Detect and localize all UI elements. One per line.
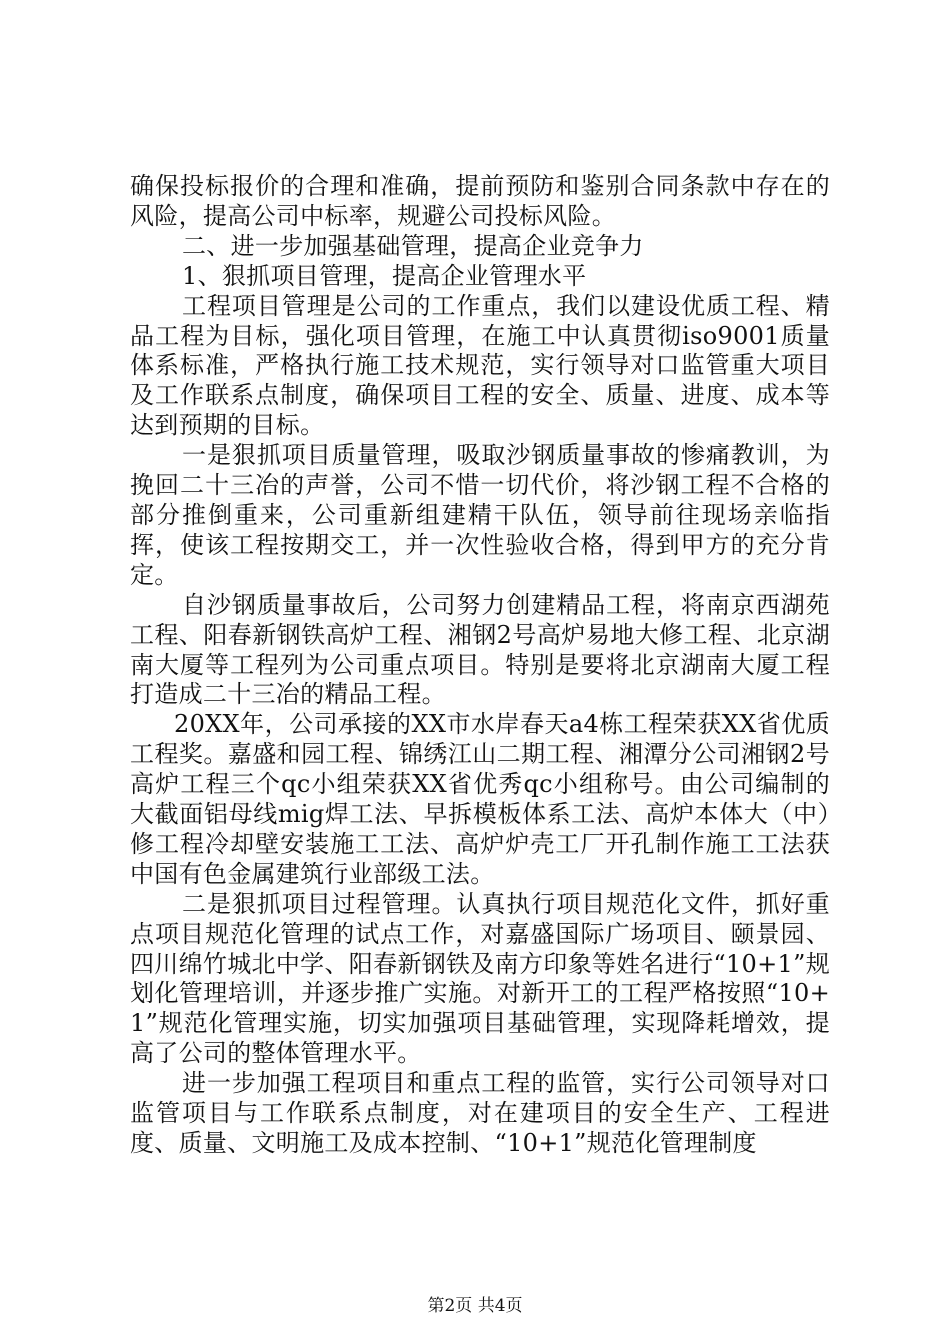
paragraph: 工程项目管理是公司的工作重点，我们以建设优质工程、精品工程为目标，强化项目管理，在施工中认真贯彻iso9001质量体系标准，严格执行施工技术规范，实行领导对口监管重大项目及工作联系点制度，确保项目工程的安全、质量、进度、成本等达到预期的目标。 <box>130 291 830 440</box>
page-number-footer: 第2页 共4页 <box>427 1296 523 1316</box>
subsection-heading: 1、狠抓项目管理，提高企业管理水平 <box>182 261 587 290</box>
paragraph: 进一步加强工程项目和重点工程的监管，实行公司领导对口监管项目与工作联系点制度，对在建项目的安全生产、工程进度、质量、文明施工及成本控制、“10+1”规范化管理制度 <box>130 1069 830 1157</box>
section-heading: 二、进一步加强基础管理，提高企业竞争力 <box>182 231 644 260</box>
paragraph: 20XX年，公司承接的XX市水岸春天a4栋工程荣获XX省优质工程奖。嘉盛和园工程、锦绣江山二期工程、湘潭分公司湘钢2号高炉工程三个qc小组荣获XX省优秀qc小组称号。由公司编制的大截面铝母线mig焊工法、早拆模板体系工法、高炉本体大（中）修工程冷却壁安装施工工法、高炉炉壳工厂开孔制作施工工法获中国有色金属建筑行业部级工法。 <box>130 710 830 888</box>
paragraph: 二是狠抓项目过程管理。认真执行项目规范化文件，抓好重点项目规范化管理的试点工作，对嘉盛国际广场项目、颐景园、四川绵竹城北中学、阳春新钢铁及南方印象等姓名进行“10+1”规划化管理培训，并逐步推广实施。对新开工的工程严格按照“10+1”规范化管理实施，切实加强项目基础管理，实现降耗增效，提高了公司的整体管理水平。 <box>130 889 830 1068</box>
paragraph-continuation: 确保投标报价的合理和准确，提前预防和鉴别合同条款中存在的风险，提高公司中标率，规避公司投标风险。 <box>130 172 830 230</box>
paragraph: 自沙钢质量事故后，公司努力创建精品工程，将南京西湖苑工程、阳春新钢铁高炉工程、湘钢2号高炉易地大修工程、北京湖南大厦等工程列为公司重点项目。特别是要将北京湖南大厦工程打造成二十三冶的精品工程。 <box>130 590 830 709</box>
document-body <box>130 172 830 1159</box>
paragraph: 一是狠抓项目质量管理，吸取沙钢质量事故的惨痛教训，为挽回二十三冶的声誉，公司不惜一切代价，将沙钢工程不合格的部分推倒重来，公司重新组建精干队伍，领导前往现场亲临指挥，使该工程按期交工，并一次性验收合格，得到甲方的充分肯定。 <box>130 441 830 589</box>
